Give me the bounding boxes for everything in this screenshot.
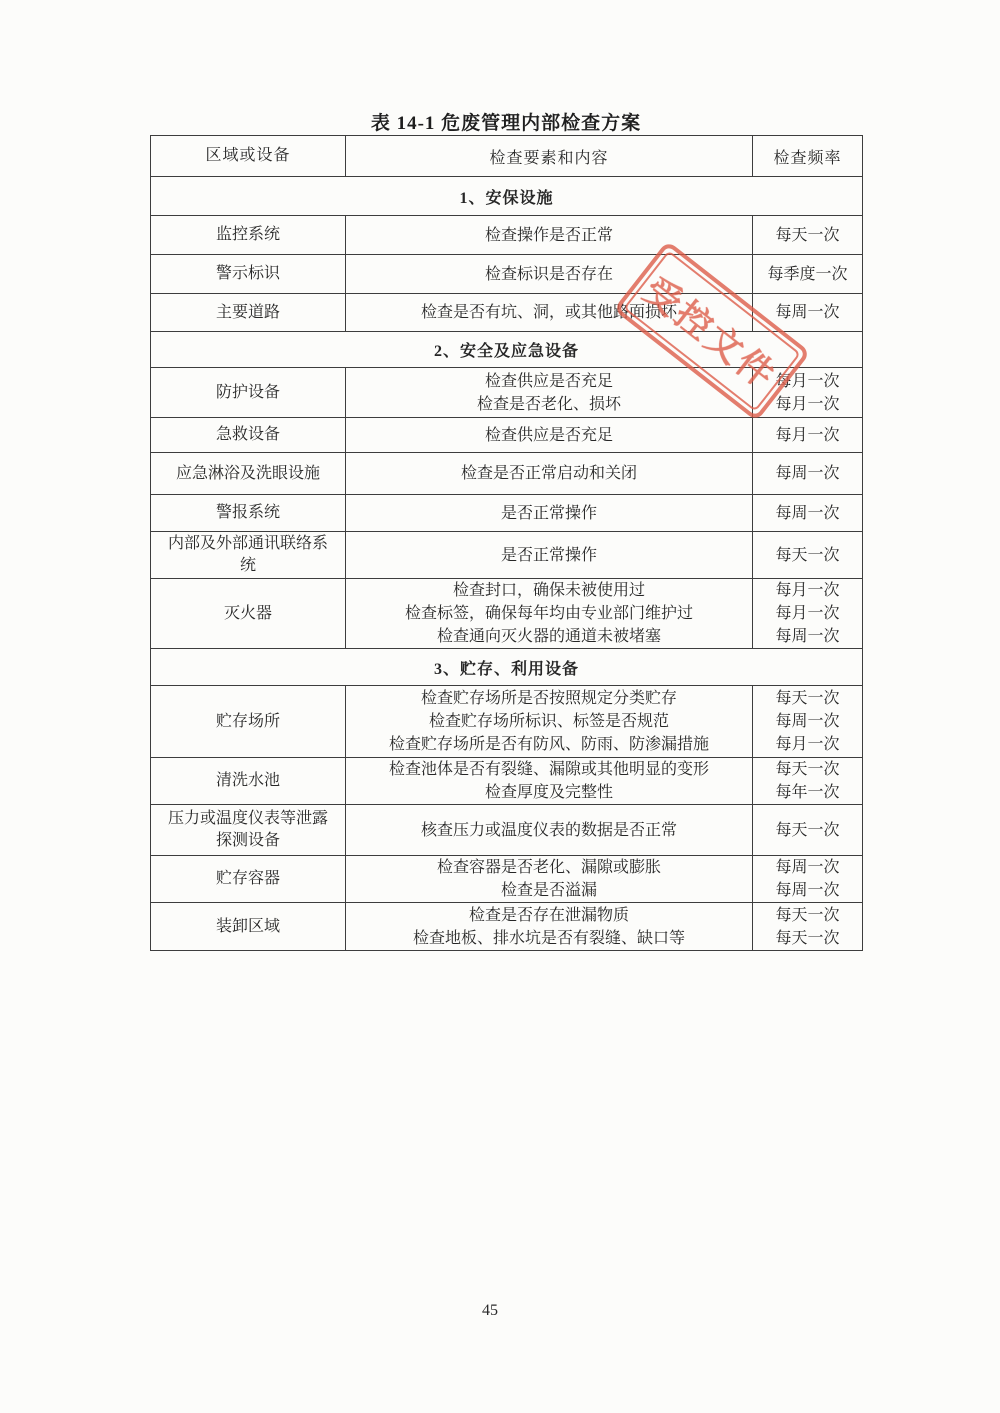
frequency-line: 每周一次 xyxy=(775,859,840,876)
frequency-line: 每天一次 xyxy=(775,761,840,778)
stamp-text: 受控文件 xyxy=(636,269,785,397)
table-row xyxy=(151,418,863,453)
area-cell: 急救设备 xyxy=(151,418,346,453)
content-cell xyxy=(346,255,753,294)
inspection-table xyxy=(150,135,863,951)
section-row-3 xyxy=(151,649,863,686)
table-row xyxy=(151,686,863,758)
table-row xyxy=(151,255,863,294)
content-cell xyxy=(346,294,753,332)
content-cell xyxy=(346,856,753,903)
content-cell xyxy=(346,686,753,758)
content-line: 核查压力或温度仪表的数据是否正常 xyxy=(420,821,677,839)
content-line: 检查贮存场所是否按照规定分类贮存 xyxy=(420,690,677,707)
frequency-cell xyxy=(753,686,863,758)
frequency-line: 每月一次 xyxy=(775,736,840,753)
content-line: 检查供应是否充足 xyxy=(484,426,613,444)
content-cell xyxy=(346,495,753,532)
content-line: 检查封口，确保未被使用过 xyxy=(452,582,645,599)
section-title: 2、安全及应急设备 xyxy=(151,332,863,368)
table-row xyxy=(151,495,863,532)
content-cell xyxy=(346,903,753,951)
frequency-line: 每周一次 xyxy=(775,465,840,482)
col-header-content: 检查要素和内容 xyxy=(346,136,753,177)
area-cell: 灭火器 xyxy=(151,579,346,649)
frequency-line: 每月一次 xyxy=(775,582,840,599)
table-header-row xyxy=(151,136,863,177)
table-row xyxy=(151,368,863,418)
area-cell: 警示标识 xyxy=(151,255,346,294)
content-cell xyxy=(346,805,753,856)
frequency-line: 每月一次 xyxy=(775,395,840,413)
content-line: 检查标签，确保每年均由专业部门维护过 xyxy=(404,605,693,622)
content-line: 检查是否存在泄漏物质 xyxy=(468,906,629,924)
table-row xyxy=(151,579,863,649)
content-cell xyxy=(346,532,753,579)
content-line: 检查是否正常启动和关闭 xyxy=(460,465,637,482)
content-line: 检查操作是否正常 xyxy=(484,226,613,244)
area-cell: 防护设备 xyxy=(151,368,346,418)
section-row-1 xyxy=(151,177,863,216)
section-title: 3、贮存、利用设备 xyxy=(151,649,863,686)
area-cell: 应急淋浴及洗眼设施 xyxy=(151,453,346,495)
col-header-area: 区域或设备 xyxy=(151,136,346,177)
area-cell: 装卸区域 xyxy=(151,903,346,951)
frequency-cell xyxy=(753,495,863,532)
frequency-cell xyxy=(753,579,863,649)
frequency-line: 每周一次 xyxy=(775,713,840,730)
table-title: 表 14-1 危废管理内部检查方案 xyxy=(370,113,642,134)
content-line: 检查是否老化、损坏 xyxy=(476,395,621,413)
content-line: 检查是否溢漏 xyxy=(500,882,597,899)
frequency-line: 每天一次 xyxy=(775,690,840,707)
content-cell xyxy=(346,216,753,255)
table-row xyxy=(151,856,863,903)
frequency-line: 每周一次 xyxy=(775,628,840,645)
content-line: 是否正常操作 xyxy=(500,546,597,564)
frequency-line: 每年一次 xyxy=(775,784,840,801)
frequency-line: 每月一次 xyxy=(775,605,840,622)
content-cell xyxy=(346,579,753,649)
frequency-cell xyxy=(753,758,863,805)
frequency-line: 每天一次 xyxy=(775,929,840,947)
content-line: 检查标识是否存在 xyxy=(484,265,613,283)
section-row-2 xyxy=(151,332,863,368)
area-cell: 主要道路 xyxy=(151,294,346,332)
col-header-frequency: 检查频率 xyxy=(753,136,863,177)
content-cell xyxy=(346,758,753,805)
frequency-line: 每月一次 xyxy=(775,426,840,444)
table-row xyxy=(151,294,863,332)
content-line: 检查是否有坑、洞，或其他路面损坏 xyxy=(420,304,677,321)
content-line: 检查通向灭火器的通道未被堵塞 xyxy=(436,628,661,645)
frequency-cell xyxy=(753,532,863,579)
content-line: 检查供应是否充足 xyxy=(484,372,613,390)
frequency-line: 每周一次 xyxy=(775,304,840,321)
table-row xyxy=(151,453,863,495)
content-line: 检查厚度及完整性 xyxy=(484,784,613,801)
frequency-cell xyxy=(753,903,863,951)
frequency-cell xyxy=(753,453,863,495)
table-row xyxy=(151,216,863,255)
frequency-line: 每月一次 xyxy=(775,372,840,390)
frequency-line: 每周一次 xyxy=(775,504,840,522)
frequency-cell xyxy=(753,294,863,332)
content-cell xyxy=(346,418,753,453)
table-row xyxy=(151,758,863,805)
frequency-line: 每天一次 xyxy=(775,906,840,924)
content-line: 检查地板、排水坑是否有裂缝、缺口等 xyxy=(412,929,685,947)
area-cell: 内部及外部通讯联络系统 xyxy=(151,532,346,579)
area-cell: 清洗水池 xyxy=(151,758,346,805)
area-cell: 贮存容器 xyxy=(151,856,346,903)
content-line: 检查贮存场所是否有防风、防雨、防渗漏措施 xyxy=(388,736,709,753)
area-cell: 贮存场所 xyxy=(151,686,346,758)
area-cell: 压力或温度仪表等泄露探测设备 xyxy=(151,805,346,856)
content-line: 检查容器是否老化、漏隙或膨胀 xyxy=(436,859,661,876)
frequency-line: 每天一次 xyxy=(775,546,840,564)
page-number: 45 xyxy=(482,1302,498,1319)
area-cell: 监控系统 xyxy=(151,216,346,255)
frequency-cell xyxy=(753,418,863,453)
frequency-cell xyxy=(753,255,863,294)
content-line: 检查贮存场所标识、标签是否规范 xyxy=(428,713,669,730)
frequency-line: 每季度一次 xyxy=(767,265,848,283)
table-row xyxy=(151,903,863,951)
frequency-line: 每周一次 xyxy=(775,882,840,899)
frequency-line: 每天一次 xyxy=(775,821,840,839)
area-cell: 警报系统 xyxy=(151,495,346,532)
frequency-cell xyxy=(753,856,863,903)
section-title: 1、安保设施 xyxy=(151,177,863,216)
table-row xyxy=(151,805,863,856)
content-line: 检查池体是否有裂缝、漏隙或其他明显的变形 xyxy=(388,761,709,778)
frequency-cell xyxy=(753,216,863,255)
frequency-line: 每天一次 xyxy=(775,226,840,244)
frequency-cell xyxy=(753,805,863,856)
frequency-cell xyxy=(753,368,863,418)
content-cell xyxy=(346,368,753,418)
content-line: 是否正常操作 xyxy=(500,504,597,522)
table-row xyxy=(151,532,863,579)
content-cell xyxy=(346,453,753,495)
